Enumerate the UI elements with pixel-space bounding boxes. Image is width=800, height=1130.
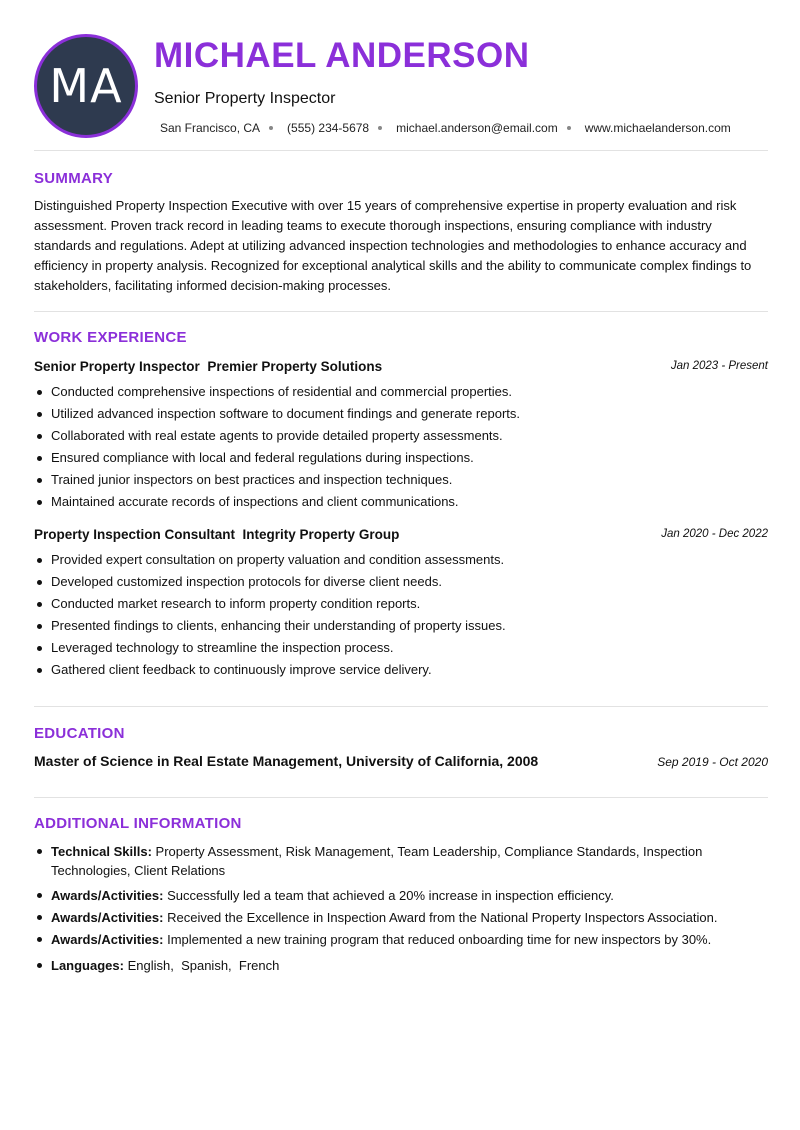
bullet-text: Gathered client feedback to continuously improve service delivery. [51,662,432,677]
bullet-icon [37,624,42,629]
info-text: Received the Excellence in Inspection Award from the National Property Inspectors Association. [167,910,718,925]
info-label: Languages: [51,958,124,973]
job-role-line [34,359,382,374]
list-item [34,956,768,975]
list-item [34,886,768,905]
job-role-line [34,527,399,542]
bullet-icon [37,580,42,585]
info-label: Technical Skills: [51,844,152,859]
bullet-icon [37,963,42,968]
info-label: Awards/Activities: [51,910,164,925]
list-item [34,381,768,403]
list-item [34,425,768,447]
job-role: Property Inspection Consultant [34,527,236,542]
info-label: Awards/Activities: [51,932,164,947]
list-item [34,615,768,637]
list-item [34,659,768,681]
experience-divider [34,706,768,707]
info-text: Property Assessment, Risk Management, Team Leadership, Compliance Standards, Inspection Technologies, Client Relations [51,844,703,878]
header-divider [34,150,768,151]
bullet-icon [37,456,42,461]
bullet-icon [37,668,42,673]
list-item [34,447,768,469]
education-heading: EDUCATION [34,725,125,742]
avatar [34,34,138,138]
separator-dot-icon [269,126,273,130]
bullet-text: Presented findings to clients, enhancing their understanding of property issues. [51,618,506,633]
education-dates: Sep 2019 - Oct 2020 [657,755,768,769]
bullet-text: Ensured compliance with local and federal regulations during inspections. [51,450,474,465]
list-item [34,491,768,513]
job-header [34,359,768,377]
summary-divider [34,311,768,312]
bullet-text: Collaborated with real estate agents to provide detailed property assessments. [51,428,503,443]
list-item [34,908,768,927]
bullet-icon [37,602,42,607]
separator-dot-icon [567,126,571,130]
info-text: English, Spanish, French [127,958,280,973]
bullet-icon [37,434,42,439]
bullet-text: Conducted market research to inform property condition reports. [51,596,421,611]
resume-header [34,34,768,138]
info-label: Awards/Activities: [51,888,164,903]
bullet-icon [37,849,42,854]
contact-location: San Francisco, CA [160,121,261,135]
list-item [34,930,768,949]
list-item [34,842,768,880]
bullet-text: Leveraged technology to streamline the inspection process. [51,640,394,655]
job-company: Integrity Property Group [242,527,400,542]
education-degree: Master of Science in Real Estate Management, University of California, 2008 [34,753,539,769]
candidate-name: MICHAEL ANDERSON [154,36,530,75]
bullet-text: Provided expert consultation on property valuation and condition assessments. [51,552,505,567]
bullet-icon [37,937,42,942]
education-entry [34,753,768,771]
list-item [34,403,768,425]
list-item [34,637,768,659]
bullet-text: Maintained accurate records of inspections and client communications. [51,494,459,509]
list-item [34,571,768,593]
separator-dot-icon [378,126,382,130]
education-divider [34,797,768,798]
job-dates: Jan 2023 - Present [670,360,768,372]
list-item [34,593,768,615]
bullet-icon [37,390,42,395]
contact-email[interactable]: michael.anderson@email.com [396,121,558,135]
bullet-icon [37,412,42,417]
additional-list [34,842,768,975]
summary-text: Distinguished Property Inspection Executive with over 15 years of comprehensive expertise in property evaluation and risk assessment. Proven track record in leading teams to execute thorough inspections, ensuring compliance with industry standards and regulations. Adept at utilizing advanced inspection technologies and methodologies to enhance accuracy and efficiency in property analysis. Recognized for exceptional analytical skills and the ability to communicate complex findings to stakeholders, facilitating informed decision-making processes. [34,198,752,293]
contact-website[interactable]: www.michaelanderson.com [584,121,731,135]
summary-heading: SUMMARY [34,170,114,187]
bullet-icon [37,646,42,651]
list-item [34,469,768,491]
job-dates: Jan 2020 - Dec 2022 [661,528,768,540]
bullet-text: Trained junior inspectors on best practices and inspection techniques. [51,472,453,487]
bullet-icon [37,893,42,898]
bullet-icon [37,915,42,920]
bullet-icon [37,478,42,483]
job-header [34,527,768,545]
bullet-text: Utilized advanced inspection software to document findings and generate reports. [51,406,521,421]
candidate-title: Senior Property Inspector [154,90,336,107]
bullet-icon [37,558,42,563]
job-company: Premier Property Solutions [207,359,383,374]
additional-heading: ADDITIONAL INFORMATION [34,815,242,832]
job-bullets [34,381,768,513]
list-item [34,549,768,571]
job-bullets [34,549,768,681]
bullet-text: Developed customized inspection protocols for diverse client needs. [51,574,442,589]
experience-heading: WORK EXPERIENCE [34,329,187,346]
job-role: Senior Property Inspector [34,359,200,374]
bullet-icon [37,500,42,505]
contact-bar [160,121,731,135]
bullet-text: Conducted comprehensive inspections of residential and commercial properties. [51,384,513,399]
avatar-initials: MA [49,59,123,113]
info-text: Implemented a new training program that reduced onboarding time for new inspectors by 30%. [167,932,712,947]
info-text: Successfully led a team that achieved a 20% increase in inspection efficiency. [167,888,614,903]
contact-phone: (555) 234-5678 [287,121,370,135]
